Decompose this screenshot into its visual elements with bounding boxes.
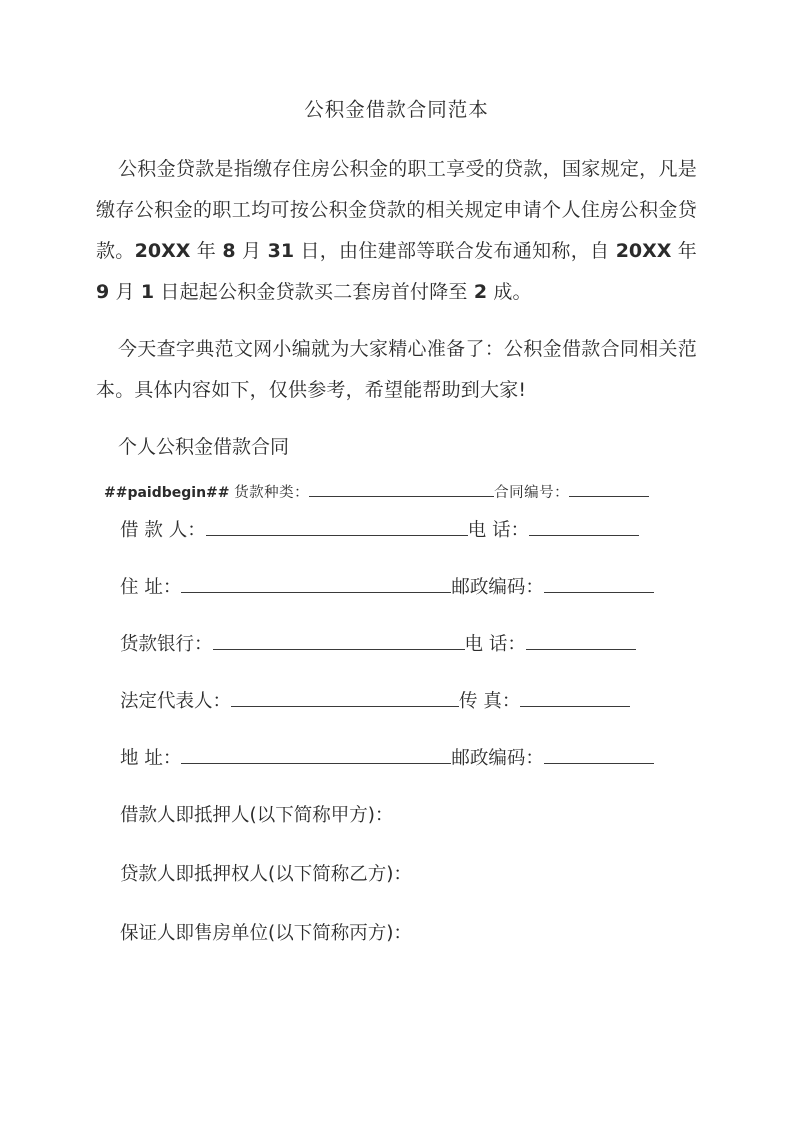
- paragraph-intro-1: [96, 149, 697, 313]
- borrower-address-blank[interactable]: [181, 575, 451, 593]
- borrower-phone-blank[interactable]: [529, 518, 639, 536]
- legal-representative-blank[interactable]: [231, 689, 459, 707]
- fax-blank[interactable]: [520, 689, 630, 707]
- inline-number: 2: [473, 281, 488, 304]
- borrower-address-label: 住 址：: [120, 577, 182, 599]
- form-row: [96, 687, 697, 717]
- contract-number-label: 合同编号：: [494, 485, 570, 502]
- form-row: [96, 573, 697, 603]
- loan-bank-phone-label: 电 话：: [464, 634, 526, 656]
- borrower-label: 借 款 人：: [120, 520, 206, 542]
- party-row-party-b: 贷款人即抵押权人(以下简称乙方)：: [120, 864, 412, 886]
- loan-bank-label: 货款银行：: [120, 634, 213, 656]
- borrower-phone-label: 电 话：: [467, 520, 530, 542]
- contract-number-blank[interactable]: [569, 483, 649, 497]
- bank-postcode-label: 邮政编码：: [451, 748, 544, 770]
- party-row-party-c: 保证人即售房单位(以下简称丙方)：: [120, 923, 412, 945]
- form-lead-row: [96, 478, 697, 508]
- loan-type-blank[interactable]: [309, 483, 494, 497]
- form-row: [96, 744, 697, 774]
- loan-bank-phone-blank[interactable]: [526, 632, 636, 650]
- page-title: 公积金借款合同范本: [304, 98, 489, 121]
- borrower-postcode-blank[interactable]: [544, 575, 654, 593]
- borrower-blank[interactable]: [206, 518, 468, 536]
- section-heading: 个人公积金借款合同: [118, 436, 290, 459]
- inline-number: 1: [140, 281, 155, 304]
- inline-number: 31: [267, 240, 295, 263]
- inline-number: 20XX: [134, 240, 191, 263]
- contract-form: [96, 478, 697, 949]
- inline-number: 20XX: [615, 240, 672, 263]
- inline-number: 9: [96, 281, 110, 304]
- paid-marker: ##paidbegin##: [104, 485, 230, 502]
- bank-postcode-blank[interactable]: [544, 746, 654, 764]
- borrower-postcode-label: 邮政编码：: [451, 577, 544, 599]
- party-row-party-a: 借款人即抵押人(以下简称甲方)：: [120, 805, 394, 827]
- inline-number: 8: [222, 240, 236, 263]
- bank-address-blank[interactable]: [181, 746, 451, 764]
- form-row: [96, 516, 697, 546]
- paragraph-intro-2-text: 今天查字典范文网小编就为大家精心准备了：公积金借款合同相关范本。具体内容如下，仅供参考，希望能帮助到大家!: [96, 338, 697, 402]
- paragraph-intro-2: [96, 329, 697, 411]
- bank-address-label: 地 址：: [120, 748, 182, 770]
- legal-representative-label: 法定代表人：: [120, 691, 232, 713]
- loan-bank-blank[interactable]: [213, 632, 465, 650]
- form-row: [96, 630, 697, 660]
- fax-label: 传 真：: [459, 691, 521, 713]
- paragraph-intro-1-text: 公积金贷款是指缴存住房公积金的职工享受的贷款，国家规定，凡是缴存公积金的职工均可按公积金贷款的相关规定申请个人住房公积金贷款。20XX 年 8 月 31 日，由住建部等联合发布通知称，自 20XX 年 9 月 1 日起起公积金贷款买二套房首付降至 2 成。: [96, 158, 697, 304]
- loan-type-label: 货款种类：: [234, 485, 310, 502]
